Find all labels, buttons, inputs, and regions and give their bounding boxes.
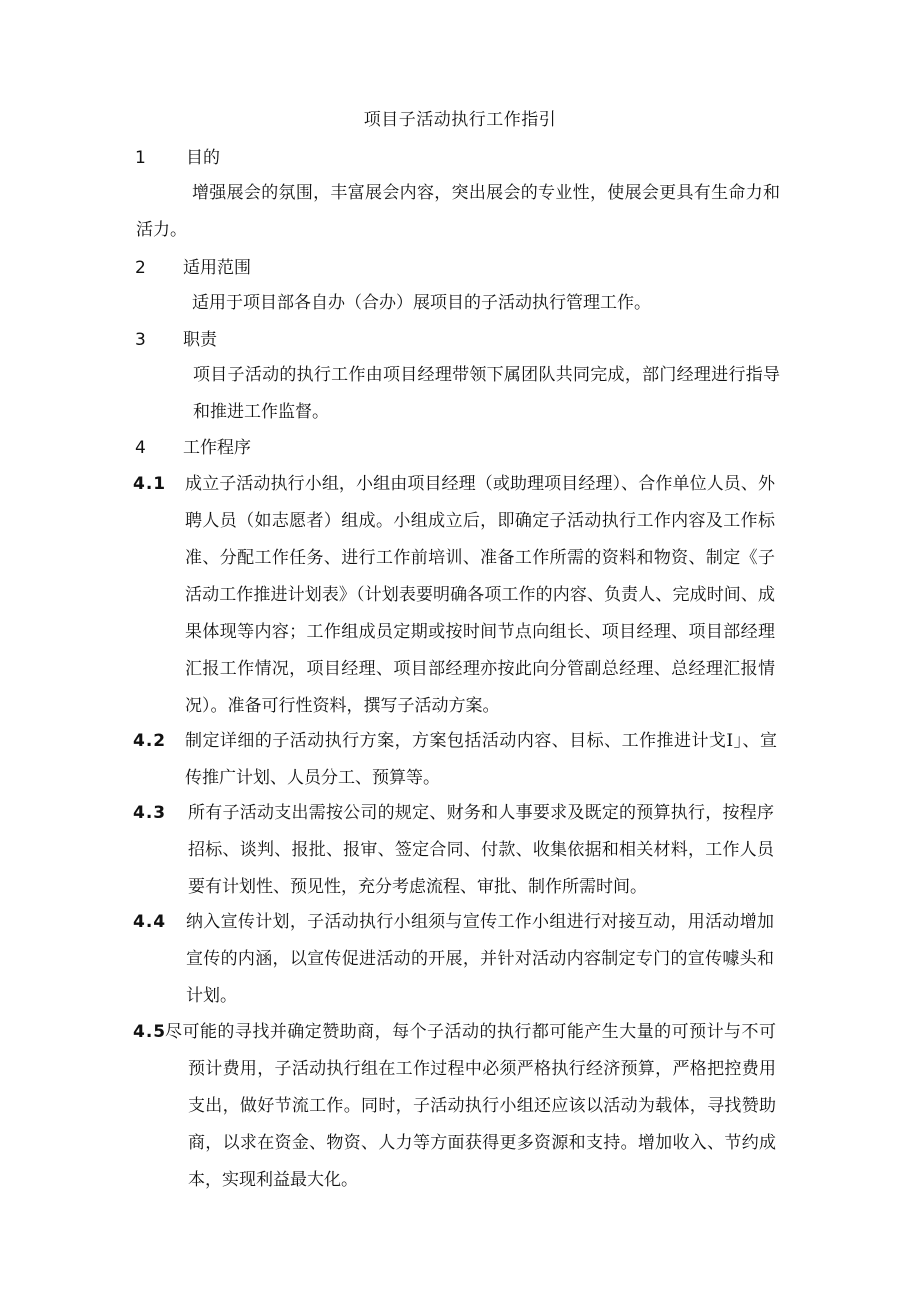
section-heading: 职责 [183, 330, 217, 350]
subsection-text: 尽可能的寻找并确定赞助商，每个子活动的执行都可能产生大量的可预计与不可预计费用，子活动执行组在工作过程中必须严格执行经济预算，严格把控费用支出，做好节流工作。同时，子活动执行小组还应该以活动为载体，寻找赞助商，以求在资金、物资、人力等方面获得更多资源和支持。增加收入、节约成本，实现利益最大化。 [165, 1022, 776, 1190]
subsection-number: 4.4 [133, 912, 167, 932]
section-number: 3 [135, 330, 146, 350]
section-body: 适用于项目部各自办（合办）展项目的子活动执行管理工作。 [192, 293, 651, 313]
section-heading: 适用范围 [183, 258, 251, 278]
subsection-number: 4.5 [133, 1022, 167, 1042]
section-body: 项目子活动的执行工作由项目经理带领下属团队共同完成，部门经理进行指导和推进工作监督。 [193, 365, 780, 422]
section-number: 1 [135, 148, 146, 168]
section-body: 增强展会的氛围，丰富展会内容，突出展会的专业性，使展会更具有生命力和活力。 [136, 183, 780, 240]
section-number: 2 [135, 258, 146, 278]
subsection-text: 成立子活动执行小组，小组由项目经理（或助理项目经理）、合作单位人员、外聘人员（如志愿者）组成。小组成立后，即确定子活动执行工作内容及工作标准、分配工作任务、进行工作前培训、准备工作所需的资料和物资、制定《子活动工作推进计划表》（计划表要明确各项工作的内容、负责人、完成时间、成果体现等内容；工作组成员定期或按时间节点向组长、项目经理、项目部经理汇报工作情况，项目经理、项目部经理亦按此向分管副总经理、总经理汇报情况）。准备可行性资料，撰写子活动方案。 [185, 474, 775, 716]
section-heading: 目的 [186, 148, 220, 168]
subsection-number: 4.2 [133, 731, 167, 751]
subsection-text: 纳入宣传计划，子活动执行小组须与宣传工作小组进行对接互动，用活动增加宣传的内涵，以宣传促进活动的开展，并针对活动内容制定专门的宣传噱头和计划。 [186, 912, 774, 1006]
document-title: 项目子活动执行工作指引 [363, 110, 557, 130]
section-heading: 工作程序 [183, 438, 251, 458]
subsection-text: 制定详细的子活动执行方案，方案包括活动内容、目标、工作推进计戈I」、宣传推广计划、人员分工、预算等。 [185, 731, 777, 788]
subsection-number: 4.1 [133, 474, 167, 494]
subsection-text: 所有子活动支出需按公司的规定、财务和人事要求及既定的预算执行，按程序招标、谈判、报批、报审、签定合同、付款、收集依据和相关材料，工作人员要有计划性、预见性，充分考虑流程、审批、制作所需时间。 [188, 803, 774, 897]
section-number: 4 [135, 438, 146, 458]
subsection-number: 4.3 [133, 803, 167, 823]
